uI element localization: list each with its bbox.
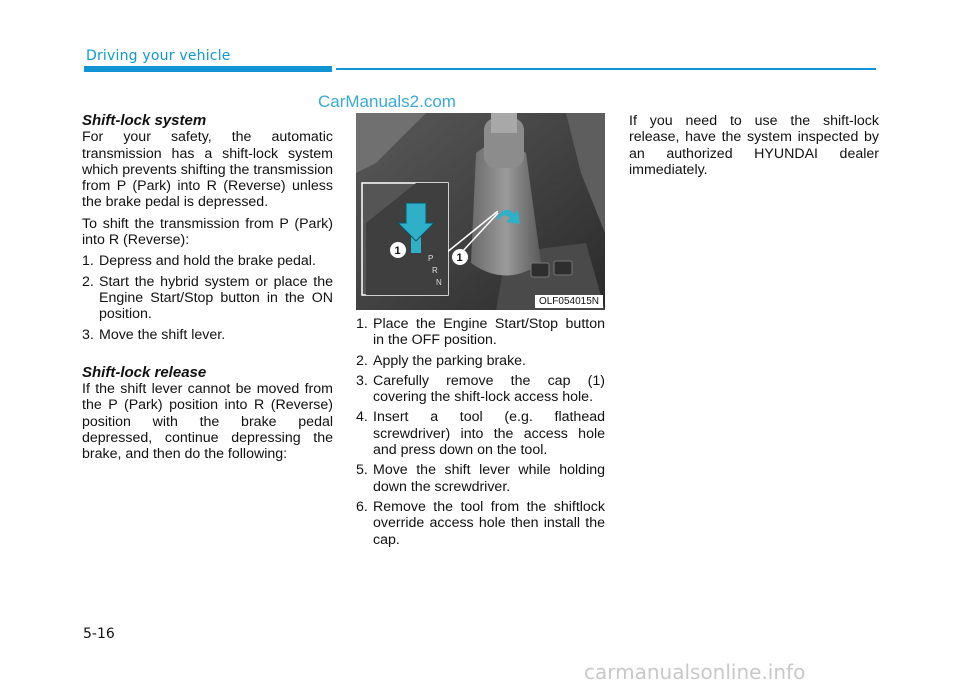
list-item: 5. Move the shift lever while holding down the screwdriver. [356,462,605,495]
paragraph: To shift the transmission from P (Park) into R (Reverse): [82,215,333,249]
list-item: 2. Apply the parking brake. [356,352,527,369]
left-column [82,113,333,468]
heading-shift-lock-system: Shift-lock system [82,112,207,129]
figure-caption: OLF054015N [535,295,603,308]
steps-list [356,316,605,548]
list-item: 3. Move the shift lever. [82,326,226,343]
header-rule-thick [84,66,332,72]
list-item: 3. Carefully remove the cap (1) covering the shift-lock access hole. [356,372,605,406]
shift-lever-illustration [356,113,605,310]
list-item: 1. Place the Engine Start/Stop button in the OFF position. [356,316,605,349]
shift-letter-p: P [428,254,434,263]
callout-1-label: 1 [456,252,463,264]
section-title: Driving your vehicle [86,48,231,64]
right-column [629,113,879,183]
paragraph: For your safety, the automatic transmission has a shift-lock system which prevents shifting the transmission from P (Park) into R (Reverse) unless the brake pedal is depressed. [82,129,333,211]
paragraph: If you need to use the shift-lock release, have the system inspected by an authorized HYUNDAI dealer immediately. [629,113,879,178]
watermark-top: CarManuals2.com [318,92,456,111]
list-item: 1. Depress and hold the brake pedal. [82,253,316,270]
shift-letter-n: N [436,278,442,287]
paragraph: If the shift lever cannot be moved from the P (Park) position into R (Reverse) position with the brake pedal depressed, continue depressing the brake, and then do the following: [82,381,333,463]
shift-lever-figure [356,113,605,310]
header-rule-thin [336,68,876,70]
callout-1-label: 1 [394,245,401,257]
shift-letter-r: R [432,266,438,275]
page-number: 5-16 [83,626,115,642]
list-item: 4. Insert a tool (e.g. flathead screwdriver) into the access hole and press down on the tool. [356,409,605,459]
list-item: 6. Remove the tool from the shiftlock override access hole then install the cap. [356,498,605,548]
middle-column [356,316,605,552]
list-item: 2. Start the hybrid system or place the Engine Start/Stop button in the ON position. [82,273,333,323]
steps-list [82,253,333,342]
heading-shift-lock-release: Shift-lock release [82,363,207,381]
watermark-bottom: carmanualsonline.info [584,660,806,684]
